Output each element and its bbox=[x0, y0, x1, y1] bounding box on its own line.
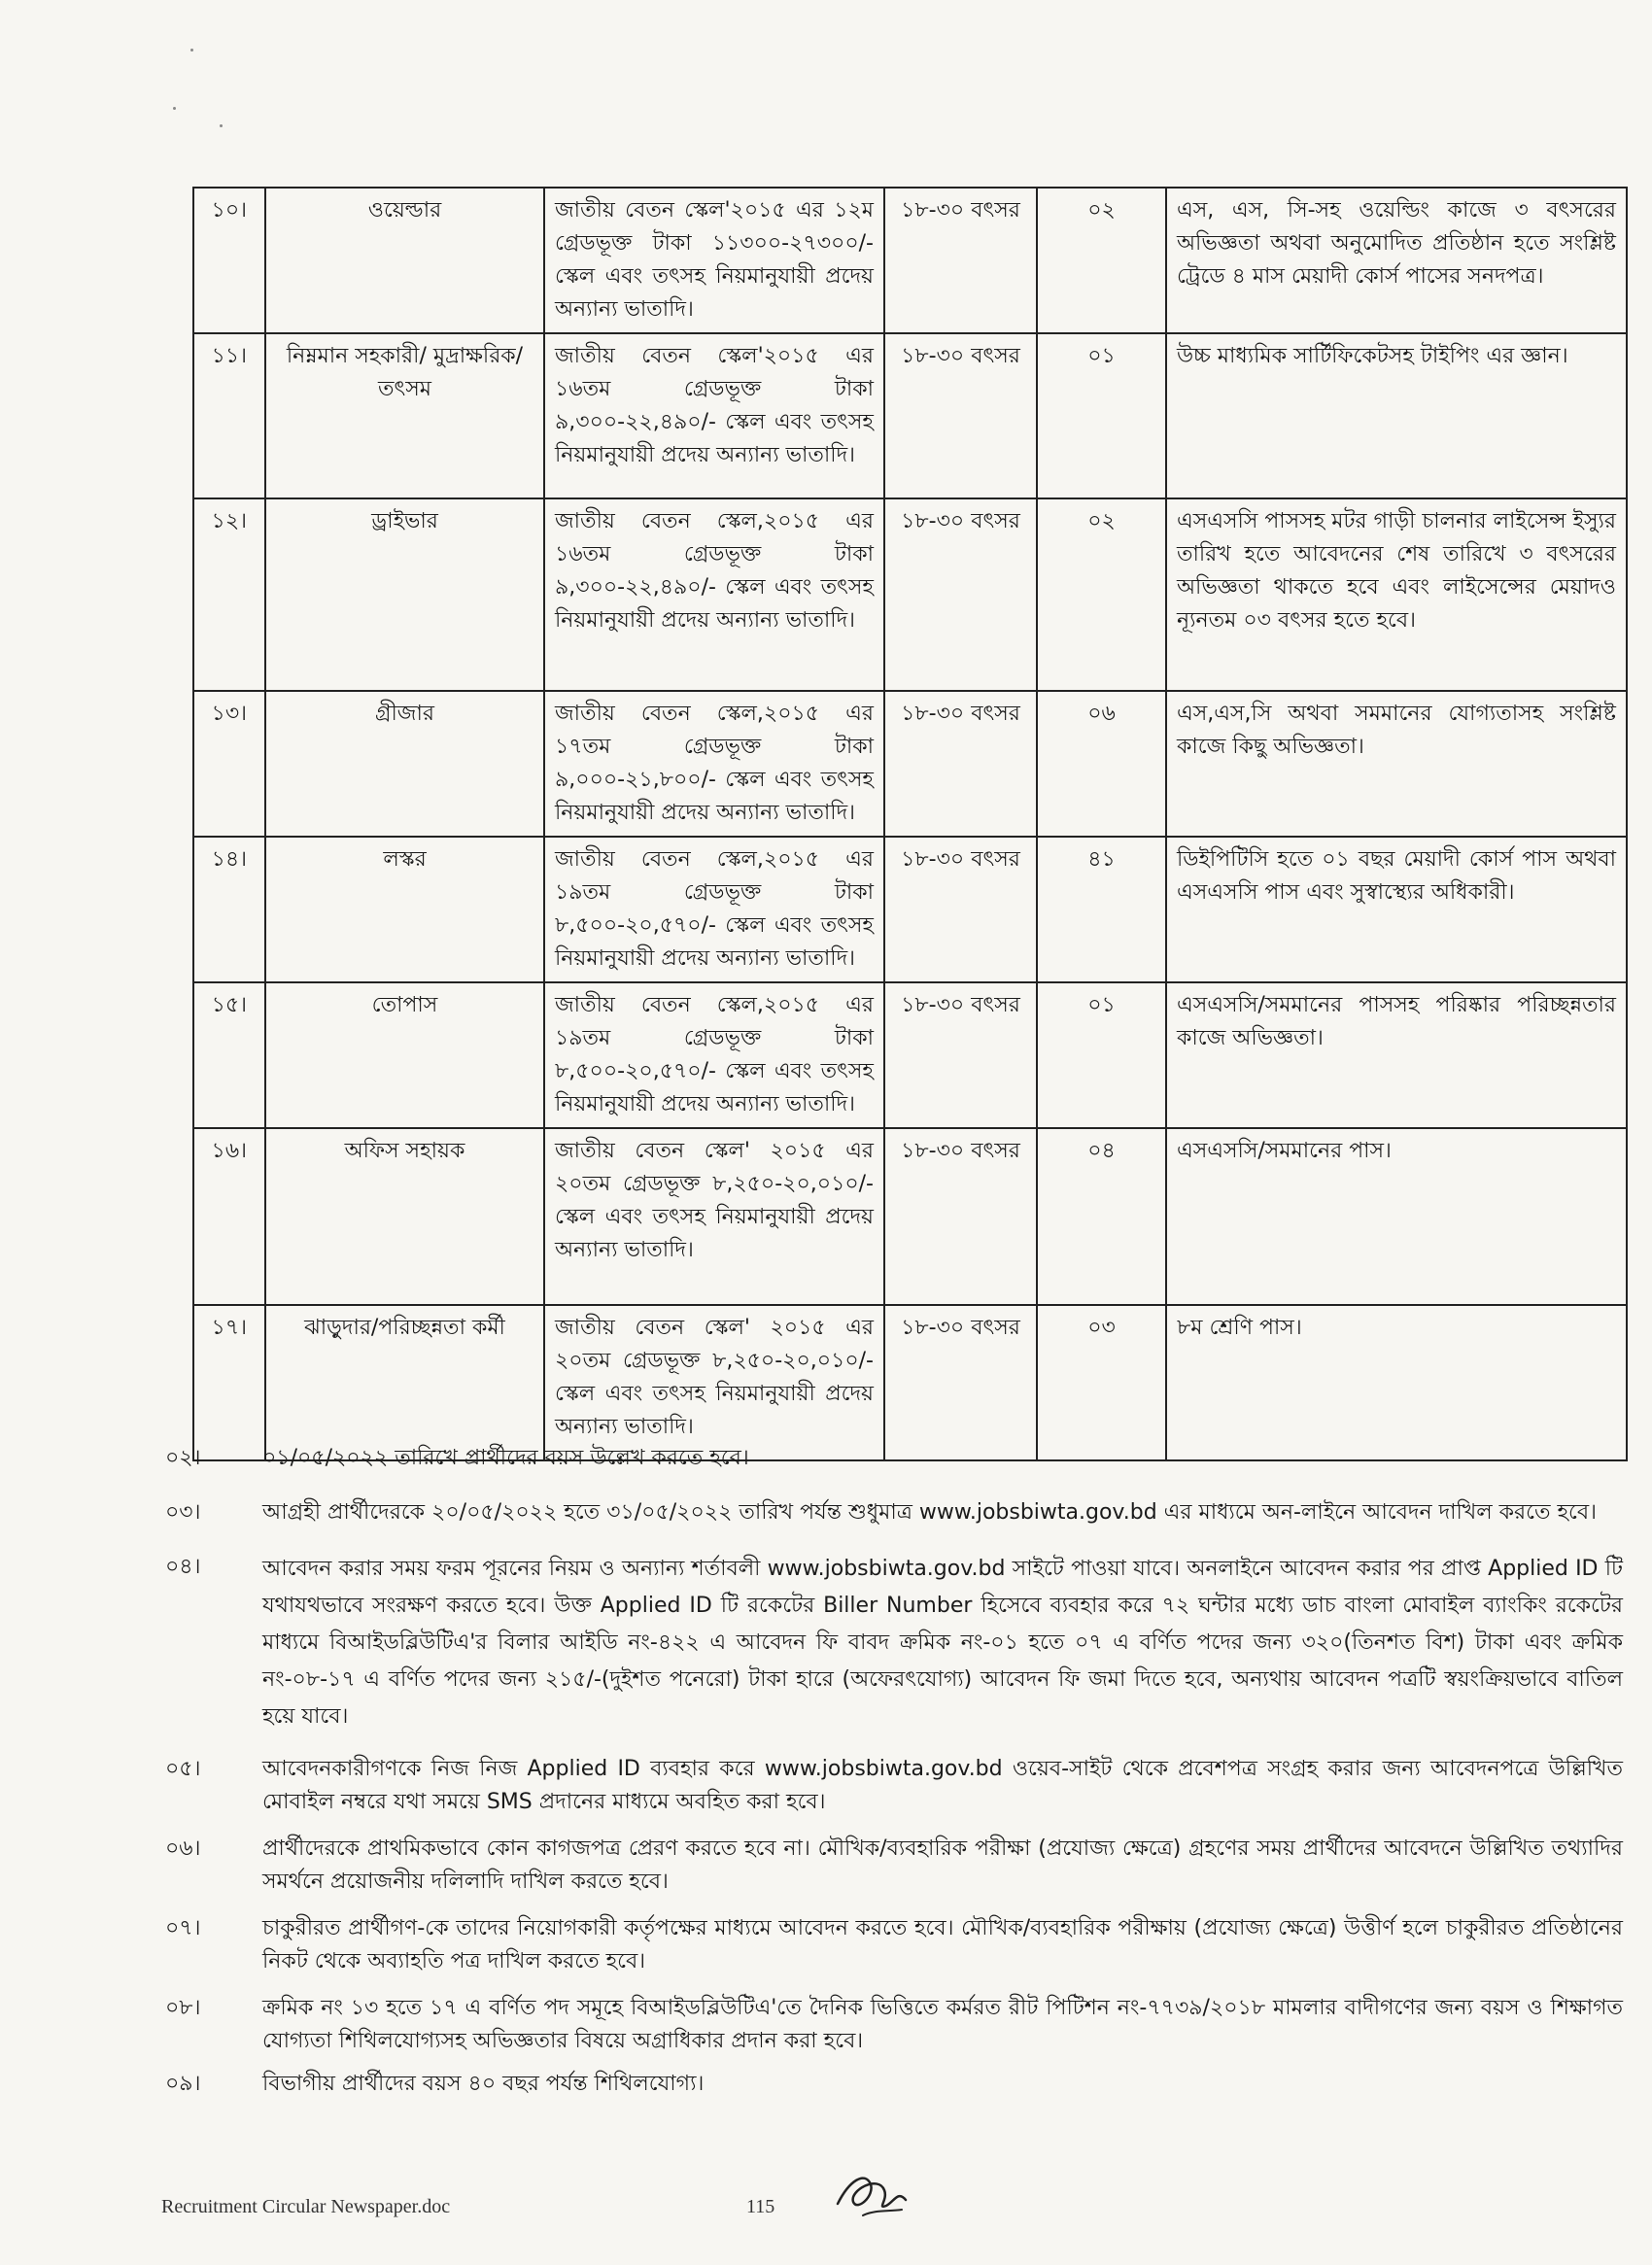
note-item bbox=[165, 1753, 1623, 1819]
post-name: অফিস সহায়ক bbox=[265, 1128, 544, 1305]
post-name: ড্রাইভার bbox=[265, 498, 544, 691]
qualification: এস,এস,সি অথবা সমমানের যোগ্যতাসহ সংশ্লিষ্ট কাজে কিছু অভিজ্ঞতা। bbox=[1166, 691, 1627, 837]
age-limit: ১৮-৩০ বৎসর bbox=[884, 691, 1037, 837]
note-text: আগ্রহী প্রার্থীদেরকে ২০/০৫/২০২২ হতে ৩১/০৫/২০২২ তারিখ পর্যন্ত শুধুমাত্র www.jobsbiwta.gov.bd এর মাধ্যমে অন-লাইনে আবেদন দাখিল করতে হবে। bbox=[262, 1500, 1597, 1525]
serial-number: ১৫। bbox=[193, 982, 265, 1128]
pay-scale: জাতীয় বেতন স্কেল'২০১৫ এর ১২ম গ্রেডভূক্ত টাকা ১১৩০০-২৭৩০০/- স্কেল এবং তৎসহ নিয়মানুযায়ী প্রদেয় অন্যান্য ভাতাদি। bbox=[544, 188, 884, 333]
posts-table bbox=[192, 187, 1628, 1461]
note-text: চাকুরীরত প্রার্থীগণ-কে তাদের নিয়োগকারী কর্তৃপক্ষের মাধ্যমে আবেদন করতে হবে। মৌখিক/ব্যবহারিক পরীক্ষায় (প্রযোজ্য ক্ষেত্রে) উত্তীর্ণ হলে চাকুরীরত প্রতিষ্ঠানের নিকট থেকে অব্যাহতি পত্র দাখিল করতে হবে। bbox=[262, 1916, 1623, 1973]
qualification: এসএসসি পাসসহ মটর গাড়ী চালনার লাইসেন্স ইস্যুর তারিখ হতে আবেদনের শেষ তারিখে ৩ বৎসরের অভিজ্ঞতা থাকতে হবে এবং লাইসেন্সের মেয়াদও ন্যূনতম ০৩ বৎসর হতে হবে। bbox=[1166, 498, 1627, 691]
table-row bbox=[193, 498, 1627, 691]
age-limit: ১৮-৩০ বৎসর bbox=[884, 188, 1037, 333]
serial-number: ১৪। bbox=[193, 837, 265, 982]
signature-mark bbox=[828, 2161, 915, 2223]
table-row bbox=[193, 1128, 1627, 1305]
pay-scale: জাতীয় বেতন স্কেল,২০১৫ এর ১৯তম গ্রেডভূক্ত টাকা ৮,৫০০-২০,৫৭০/- স্কেল এবং তৎসহ নিয়মানুযায়ী প্রদেয় অন্যান্য ভাতাদি। bbox=[544, 837, 884, 982]
age-limit: ১৮-৩০ বৎসর bbox=[884, 1305, 1037, 1460]
note-number: ০২। bbox=[165, 1446, 201, 1470]
note-number: ০৪। bbox=[165, 1555, 201, 1579]
notes-list bbox=[165, 1442, 1623, 2105]
post-count: ০২ bbox=[1037, 188, 1166, 333]
note-number: ০৭। bbox=[165, 1916, 201, 1940]
note-number: ০৯। bbox=[165, 2072, 201, 2096]
note-text: বিভাগীয় প্রার্থীদের বয়স ৪০ বছর পর্যন্ত শিথিলযোগ্য। bbox=[262, 2072, 705, 2096]
table-row bbox=[193, 982, 1627, 1128]
qualification: ডিইপিটিসি হতে ০১ বছর মেয়াদী কোর্স পাস অথবা এসএসসি পাস এবং সুস্বাস্থ্যের অধিকারী। bbox=[1166, 837, 1627, 982]
age-limit: ১৮-৩০ বৎসর bbox=[884, 837, 1037, 982]
post-count: ০১ bbox=[1037, 982, 1166, 1128]
note-number: ০৮। bbox=[165, 1996, 201, 2020]
post-count: ০৪ bbox=[1037, 1128, 1166, 1305]
note-number: ০৩। bbox=[165, 1500, 201, 1525]
serial-number: ১০। bbox=[193, 188, 265, 333]
note-text: আবেদনকারীগণকে নিজ নিজ Applied ID ব্যবহার করে www.jobsbiwta.gov.bd ওয়েব-সাইট থেকে প্রবেশপত্র সংগ্রহ করার জন্য আবেদনপত্রে উল্লিখিত মোবাইল নম্বরে যথা সময়ে SMS প্রদানের মাধ্যমে অবহিত করা হবে। bbox=[262, 1757, 1623, 1814]
post-count: ০২ bbox=[1037, 498, 1166, 691]
qualification: এসএসসি/সমমানের পাসসহ পরিষ্কার পরিচ্ছন্নতার কাজে অভিজ্ঞতা। bbox=[1166, 982, 1627, 1128]
serial-number: ১৬। bbox=[193, 1128, 265, 1305]
pay-scale: জাতীয় বেতন স্কেল' ২০১৫ এর ২০তম গ্রেডভূক্ত ৮,২৫০-২০,০১০/- স্কেল এবং তৎসহ নিয়মানুযায়ী প্রদেয় অন্যান্য ভাতাদি। bbox=[544, 1305, 884, 1460]
qualification: ৮ম শ্রেণি পাস। bbox=[1166, 1305, 1627, 1460]
table-row bbox=[193, 188, 1627, 333]
age-limit: ১৮-৩০ বৎসর bbox=[884, 333, 1037, 498]
note-item bbox=[165, 2068, 1623, 2101]
note-text: আবেদন করার সময় ফরম পূরনের নিয়ম ও অন্যান্য শর্তাবলী www.jobsbiwta.gov.bd সাইটে পাওয়া যাবে। অনলাইনে আবেদন করার পর প্রাপ্ত Applied ID টি যথাযথভাবে সংরক্ষণ করতে হবে। উক্ত Applied ID টি রকেটের Biller Number হিসেবে ব্যবহার করে ৭২ ঘন্টার মধ্যে ডাচ বাংলা মোবাইল ব্যাংকিং রকেটের মাধ্যমে বিআইডব্লিউটিএ'র বিলার আইডি নং-৪২২ এ আবেদন ফি বাবদ ক্রমিক নং-০১ হতে ০৭ এ বর্ণিত পদের জন্য ৩২০(তিনশত বিশ) টাকা এবং ক্রমিক নং-০৮-১৭ এ বর্ণিত পদের জন্য ২১৫/-(দুইশত পনেরো) টাকা হারে (অফেরৎযোগ্য) আবেদন ফি জমা দিতে হবে, অন্যথায় আবেদন পত্রটি স্বয়ংক্রিয়ভাবে বাতিল হয়ে যাবে। bbox=[262, 1557, 1623, 1729]
post-name: তোপাস bbox=[265, 982, 544, 1128]
footer-document-name: Recruitment Circular Newspaper.doc bbox=[161, 2196, 451, 2217]
serial-number: ১১। bbox=[193, 333, 265, 498]
age-limit: ১৮-৩০ বৎসর bbox=[884, 982, 1037, 1128]
pay-scale: জাতীয় বেতন স্কেল'২০১৫ এর ১৬তম গ্রেডভূক্ত টাকা ৯,৩০০-২২,৪৯০/- স্কেল এবং তৎসহ নিয়মানুযায়ী প্রদেয় অন্যান্য ভাতাদি। bbox=[544, 333, 884, 498]
post-name: ঝাড়ুদার/পরিচ্ছন্নতা কর্মী bbox=[265, 1305, 544, 1460]
post-count: ০১ bbox=[1037, 333, 1166, 498]
pay-scale: জাতীয় বেতন স্কেল,২০১৫ এর ১৯তম গ্রেডভূক্ত টাকা ৮,৫০০-২০,৫৭০/- স্কেল এবং তৎসহ নিয়মানুযায়ী প্রদেয় অন্যান্য ভাতাদি। bbox=[544, 982, 884, 1128]
post-count: ০৬ bbox=[1037, 691, 1166, 837]
serial-number: ১৭। bbox=[193, 1305, 265, 1460]
serial-number: ১৩। bbox=[193, 691, 265, 837]
table-row bbox=[193, 1305, 1627, 1460]
note-text: প্রার্থীদেরকে প্রাথমিকভাবে কোন কাগজপত্র প্রেরণ করতে হবে না। মৌখিক/ব্যবহারিক পরীক্ষা (প্রযোজ্য ক্ষেত্রে) গ্রহণের সময় প্রার্থীদের আবেদনে উল্লিখিত তথ্যাদির সমর্থনে প্রয়োজনীয় দলিলাদি দাখিল করতে হবে। bbox=[262, 1836, 1623, 1894]
pay-scale: জাতীয় বেতন স্কেল,২০১৫ এর ১৭তম গ্রেডভূক্ত টাকা ৯,০০০-২১,৮০০/- স্কেল এবং তৎসহ নিয়মানুযায়ী প্রদেয় অন্যান্য ভাতাদি। bbox=[544, 691, 884, 837]
note-item bbox=[165, 1551, 1623, 1735]
footer-page-number: 115 bbox=[746, 2196, 775, 2217]
post-name: গ্রীজার bbox=[265, 691, 544, 837]
table-row bbox=[193, 333, 1627, 498]
serial-number: ১২। bbox=[193, 498, 265, 691]
post-count: ৪১ bbox=[1037, 837, 1166, 982]
note-number: ০৫। bbox=[165, 1757, 201, 1781]
note-item bbox=[165, 1496, 1623, 1529]
table-row bbox=[193, 837, 1627, 982]
age-limit: ১৮-৩০ বৎসর bbox=[884, 498, 1037, 691]
qualification: এসএসসি/সমমানের পাস। bbox=[1166, 1128, 1627, 1305]
qualification: উচ্চ মাধ্যমিক সার্টিফিকেটসহ টাইপিং এর জ্ঞান। bbox=[1166, 333, 1627, 498]
note-item bbox=[165, 1992, 1623, 2058]
note-item bbox=[165, 1833, 1623, 1899]
post-name: ওয়েল্ডার bbox=[265, 188, 544, 333]
post-name: লস্কর bbox=[265, 837, 544, 982]
pay-scale: জাতীয় বেতন স্কেল' ২০১৫ এর ২০তম গ্রেডভূক্ত ৮,২৫০-২০,০১০/- স্কেল এবং তৎসহ নিয়মানুযায়ী প্রদেয় অন্যান্য ভাতাদি। bbox=[544, 1128, 884, 1305]
pay-scale: জাতীয় বেতন স্কেল,২০১৫ এর ১৬তম গ্রেডভূক্ত টাকা ৯,৩০০-২২,৪৯০/- স্কেল এবং তৎসহ নিয়মানুযায়ী প্রদেয় অন্যান্য ভাতাদি। bbox=[544, 498, 884, 691]
table-row bbox=[193, 691, 1627, 837]
note-item bbox=[165, 1442, 1623, 1475]
post-count: ০৩ bbox=[1037, 1305, 1166, 1460]
note-text: ০১/০৫/২০২২ তারিখে প্রার্থীদের বয়স উল্লেখ করতে হবে। bbox=[262, 1446, 749, 1470]
qualification: এস, এস, সি-সহ ওয়েল্ডিং কাজে ৩ বৎসরের অভিজ্ঞতা অথবা অনুমোদিত প্রতিষ্ঠান হতে সংশ্লিষ্ট ট্রেডে ৪ মাস মেয়াদী কোর্স পাসের সনদপত্র। bbox=[1166, 188, 1627, 333]
age-limit: ১৮-৩০ বৎসর bbox=[884, 1128, 1037, 1305]
note-item bbox=[165, 1912, 1623, 1978]
note-text: ক্রমিক নং ১৩ হতে ১৭ এ বর্ণিত পদ সমূহে বিআইডব্লিউটিএ'তে দৈনিক ভিত্তিতে কর্মরত রীট পিটিশন নং-৭৭৩৯/২০১৮ মামলার বাদীগণের জন্য বয়স ও শিক্ষাগত যোগ্যতা শিথিলযোগ্যসহ অভিজ্ঞতার বিষয়ে অগ্রাধিকার প্রদান করা হবে। bbox=[262, 1996, 1623, 2053]
post-name: নিম্নমান সহকারী/ মুদ্রাক্ষরিক/তৎসম bbox=[265, 333, 544, 498]
note-number: ০৬। bbox=[165, 1836, 201, 1861]
